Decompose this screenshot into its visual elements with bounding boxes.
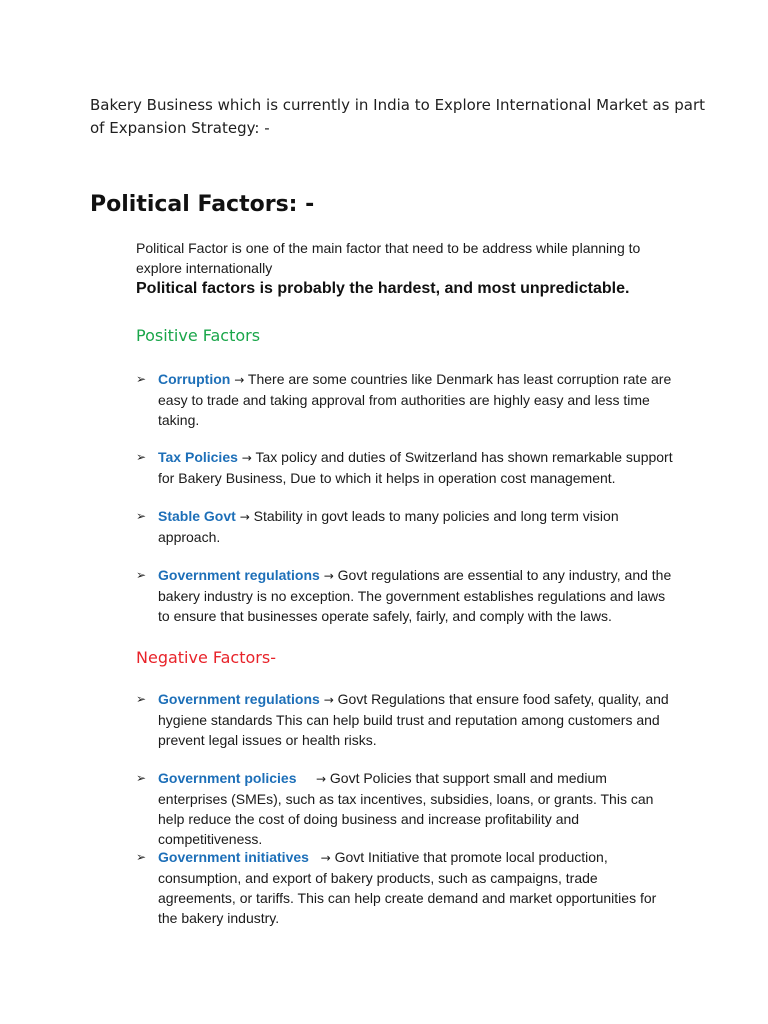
factor-term: Government policies	[158, 770, 297, 786]
factor-term: Government regulations	[158, 691, 320, 707]
arrow-icon: →	[239, 510, 250, 524]
arrow-icon: →	[315, 772, 326, 786]
factor-term: Stable Govt	[158, 508, 236, 524]
arrow-icon: →	[241, 451, 252, 465]
arrow-bullet-icon: ➢	[136, 850, 147, 864]
factor-term: Government regulations	[158, 567, 320, 583]
factor-text: Govt regulations are essential to any industry, and the bakery industry is no exception. The government establishes regulations and laws to ensure that businesses operate safely, fairly, and comply with the laws.	[158, 567, 672, 624]
factor-term: Tax Policies	[158, 449, 238, 465]
arrow-bullet-icon: ➢	[136, 509, 147, 523]
list-item	[132, 506, 677, 547]
arrow-icon: →	[234, 373, 245, 387]
arrow-icon: →	[320, 851, 331, 865]
factor-text: Govt Regulations that ensure food safety, quality, and hygiene standards This can help build trust and reputation among customers and prevent legal issues or health risks.	[158, 691, 669, 748]
arrow-bullet-icon: ➢	[136, 372, 147, 386]
factor-text: There are some countries like Denmark has least corruption rate are easy to trade and taking approval from authorities are highly easy and less time taking.	[158, 371, 672, 428]
list-item	[132, 369, 677, 430]
list-item-body	[158, 506, 677, 547]
description-paragraph: Political Factor is one of the main factor that need to be address while planning to explore internationally	[136, 240, 641, 276]
list-item	[132, 768, 677, 849]
list-item	[132, 447, 677, 488]
negative-factors-heading: Negative Factors-	[136, 648, 276, 667]
list-item-body	[158, 768, 677, 849]
factor-term: Government initiatives	[158, 849, 309, 865]
list-item	[132, 689, 677, 750]
list-item-body	[158, 369, 677, 430]
page-title: Political Factors: -	[90, 192, 315, 217]
arrow-bullet-icon: ➢	[136, 450, 147, 464]
list-item-body	[158, 689, 677, 750]
list-item-body	[158, 565, 677, 626]
list-item-body	[158, 447, 677, 488]
arrow-bullet-icon: ➢	[136, 568, 147, 582]
intro-paragraph: Bakery Business which is currently in India to Explore International Market as part of Expansion Strategy: -	[90, 96, 705, 137]
emphasis-statement: Political factors is probably the hardest, and most unpredictable.	[136, 280, 630, 297]
arrow-icon: →	[323, 569, 334, 583]
list-item-body	[158, 847, 677, 928]
arrow-bullet-icon: ➢	[136, 771, 147, 785]
positive-factors-heading: Positive Factors	[136, 326, 261, 345]
factor-text: Tax policy and duties of Switzerland has shown remarkable support for Bakery Business, Due to which it helps in operation cost management.	[158, 449, 673, 486]
arrow-icon: →	[323, 693, 334, 707]
arrow-bullet-icon: ➢	[136, 692, 147, 706]
list-item	[132, 847, 677, 928]
factor-text: Stability in govt leads to many policies and long term vision approach.	[158, 508, 619, 545]
factor-text: Govt Policies that support small and medium enterprises (SMEs), such as tax incentives, subsidies, loans, or grants. This can help reduce the cost of doing business and increase profitability and competitiveness.	[158, 770, 654, 847]
list-item	[132, 565, 677, 626]
factor-text: Govt Initiative that promote local production, consumption, and export of bakery products, such as campaigns, trade agreements, or tariffs. This can help create demand and market opportunities for the bakery industry.	[158, 849, 657, 926]
factor-term: Corruption	[158, 371, 231, 387]
